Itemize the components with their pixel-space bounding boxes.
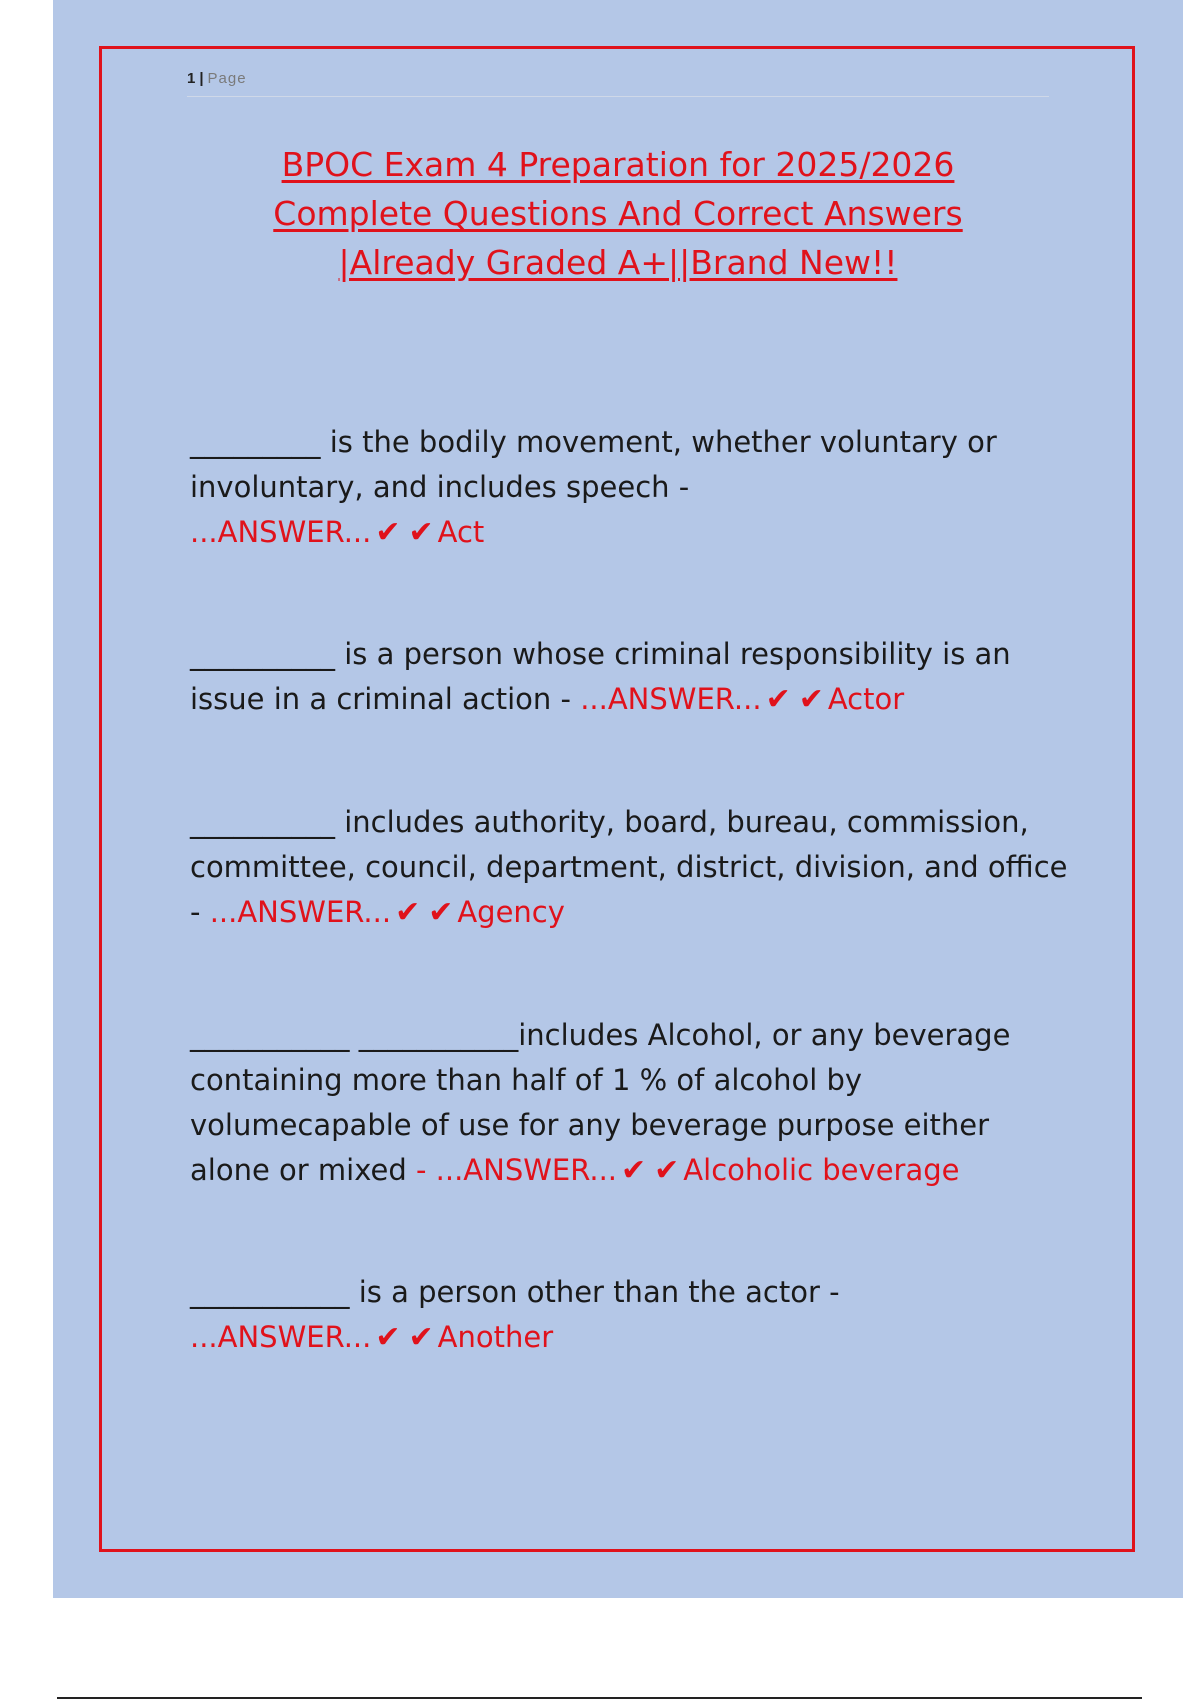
question-block-5 — [190, 1270, 1070, 1360]
page-separator: | — [199, 70, 205, 87]
title-line-1: BPOC Exam 4 Preparation for 2025/2026 — [281, 145, 955, 184]
check-icon: ✔ — [408, 1320, 434, 1355]
check-icon: ✔ — [375, 1320, 401, 1355]
page-number: 1 — [187, 70, 197, 87]
answer-marker: ...ANSWER... — [209, 895, 392, 929]
answer-marker: ...ANSWER... — [435, 1153, 618, 1187]
answer-text: Actor — [827, 682, 905, 716]
question-text: ___________ is a person other than the actor - — [190, 1275, 840, 1309]
question-text: __________ is a person whose criminal responsibility is an issue in a criminal action - — [190, 637, 1011, 716]
check-icon: ✔ — [428, 895, 454, 930]
check-icon: ✔ — [408, 515, 434, 550]
check-icon: ✔ — [621, 1153, 647, 1188]
question-block-3 — [190, 800, 1070, 935]
question-block-2 — [190, 632, 1070, 722]
answer-text: Another — [437, 1320, 554, 1354]
answer-text: Agency — [457, 895, 565, 929]
page-header — [187, 70, 1049, 97]
question-block-4 — [190, 1013, 1070, 1193]
question-text: __________ includes authority, board, bureau, commission, committee, council, department, district, division, and office - — [190, 805, 1068, 929]
check-icon: ✔ — [395, 895, 421, 930]
page-label: Page — [207, 70, 247, 87]
title-line-2: Complete Questions And Correct Answers — [273, 194, 963, 233]
answer-text: Alcoholic beverage — [683, 1153, 960, 1187]
question-text: ___________ ___________includes Alcohol, or any beverage containing more than half of 1 % of alcohol by volumecapable of use for any beverage purpose either alone or mixed — [190, 1018, 1011, 1187]
answer-marker: ...ANSWER... — [190, 1320, 372, 1354]
check-icon: ✔ — [765, 682, 791, 717]
check-icon: ✔ — [375, 515, 401, 550]
check-icon: ✔ — [654, 1153, 680, 1188]
answer-marker: ...ANSWER... — [580, 682, 762, 716]
document-title — [130, 140, 1106, 287]
answer-marker: ...ANSWER... — [190, 515, 372, 549]
question-text: _________ is the bodily movement, whether voluntary or involuntary, and includes speech - — [190, 425, 997, 504]
bottom-divider — [57, 1697, 1142, 1699]
answer-prefix: - — [415, 1153, 436, 1187]
answer-text: Act — [437, 515, 485, 549]
question-block-1 — [190, 420, 1070, 555]
check-icon: ✔ — [798, 682, 824, 717]
title-line-3: |Already Graded A+||Brand New!! — [338, 243, 898, 282]
